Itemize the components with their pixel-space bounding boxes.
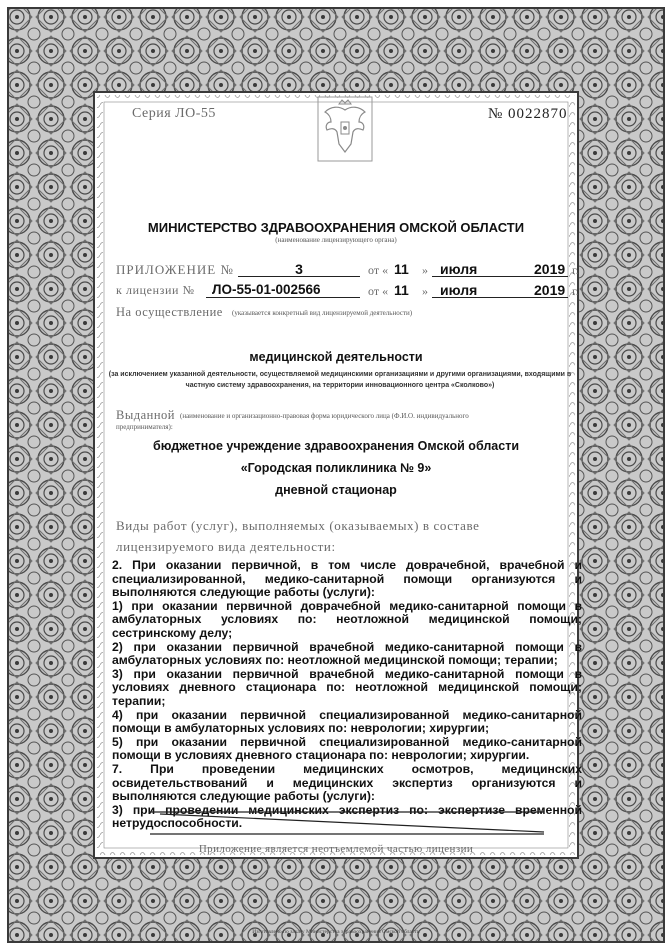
license-month: июля — [440, 282, 478, 298]
works-paragraph: 3) при проведении медицинских экспертиз по: экспертизе временной нетрудоспособности. — [112, 802, 582, 831]
form-number: № 0022870 — [488, 106, 568, 122]
series-label: Серия ЛО-55 — [132, 106, 216, 121]
appendix-date-prefix: от « — [368, 263, 389, 277]
appendix-month: июля — [440, 261, 478, 277]
activity-label: На осуществление — [116, 305, 223, 319]
license-day: 11 — [394, 282, 409, 298]
works-paragraph: 2. При оказании первичной, в том числе доврачебной, врачебной и специализированной, медико-санитарной помощи организуются и выполняются следующие работы (услуги): — [112, 558, 582, 600]
works-heading-line1: Виды работ (услуг), выполняемых (оказываемых) в составе — [116, 518, 480, 533]
license-number-underline — [206, 297, 360, 298]
works-paragraph: 7. При проведении медицинских осмотров, медицинских освидетельствований и медицинских экспертиз организуются и выполняются следующие работы (услуги): — [112, 761, 582, 804]
license-number: ЛО-55-01-002566 — [212, 282, 321, 297]
works-paragraph: 4) при оказании первичной специализированной медико-санитарной помощи в амбулаторных условиях по: неврологии; хирургии; — [112, 707, 582, 736]
closing-strike-lines — [140, 806, 560, 840]
coat-of-arms-icon — [317, 96, 373, 162]
appendix-year-suffix: г. — [572, 263, 579, 277]
works-heading-line2: лицензируемого вида деятельности: — [116, 539, 336, 554]
activity-caption: (указывается конкретный вид лицензируемой деятельности) — [232, 309, 413, 317]
activity-note-line2: частную систему здравоохранения, на территории инновационного центра «Сколково») — [185, 382, 495, 389]
ministry-title: МИНИСТЕРСТВО ЗДРАВООХРАНЕНИЯ ОМСКОЙ ОБЛАСТИ — [147, 220, 525, 235]
appendix-number: 3 — [295, 261, 303, 277]
license-date-mid: » — [422, 284, 428, 298]
organization-name-line2: «Городская поликлиника № 9» — [240, 461, 432, 475]
activity-note-line1: (за исключением указанной деятельности, осуществляемой медицинскими организациями и другими организациями, входящими в — [108, 371, 572, 378]
appendix-date-mid: » — [422, 263, 428, 277]
appendix-label: ПРИЛОЖЕНИЕ № — [116, 262, 234, 277]
printer-caption: Изготовлено по заказу Министерства здравоохранения Омской области — [252, 929, 420, 935]
appendix-year: 2019 — [534, 261, 566, 277]
license-date-prefix: от « — [368, 284, 389, 298]
works-paragraph: 3) при оказании первичной врачебной медико-санитарной помощи в условиях дневного стационара по: неотложной медицинской помощи; терапии; — [112, 666, 582, 708]
works-list — [112, 559, 582, 831]
footer-note: Приложение является неотъемлемой частью лицензии — [198, 843, 474, 855]
license-label: к лицензии № — [116, 283, 195, 297]
license-year: 2019 — [534, 282, 566, 298]
works-paragraph: 1) при оказании первичной доврачебной медико-санитарной помощи в амбулаторных условиях по: неотложной медицинской помощи; сестринскому делу; — [112, 598, 582, 640]
organization-name-line1: бюджетное учреждение здравоохранения Омской области — [152, 439, 519, 453]
works-paragraph: 5) при оказании первичной специализированной медико-санитарной помощи в условиях дневного стационара по: неврологии; хирургии. — [112, 734, 582, 763]
ministry-caption: (наименование лицензирующего органа) — [275, 236, 397, 244]
issued-label: Выданной — [116, 408, 175, 422]
activity-value: медицинской деятельности — [249, 350, 423, 364]
license-year-suffix: г. — [572, 284, 579, 298]
issued-caption-line2: предпринимателя): — [116, 423, 173, 431]
appendix-day: 11 — [394, 261, 409, 277]
works-paragraph: 2) при оказании первичной врачебной медико-санитарной помощи в амбулаторных условиях по: неотложной медицинской помощи; терапии; — [112, 639, 582, 668]
issued-caption-line1: (наименование и организационно-правовая форма юридического лица (Ф.И.О. индивидуального — [180, 412, 469, 420]
organization-name-line3: дневной стационар — [275, 483, 397, 497]
